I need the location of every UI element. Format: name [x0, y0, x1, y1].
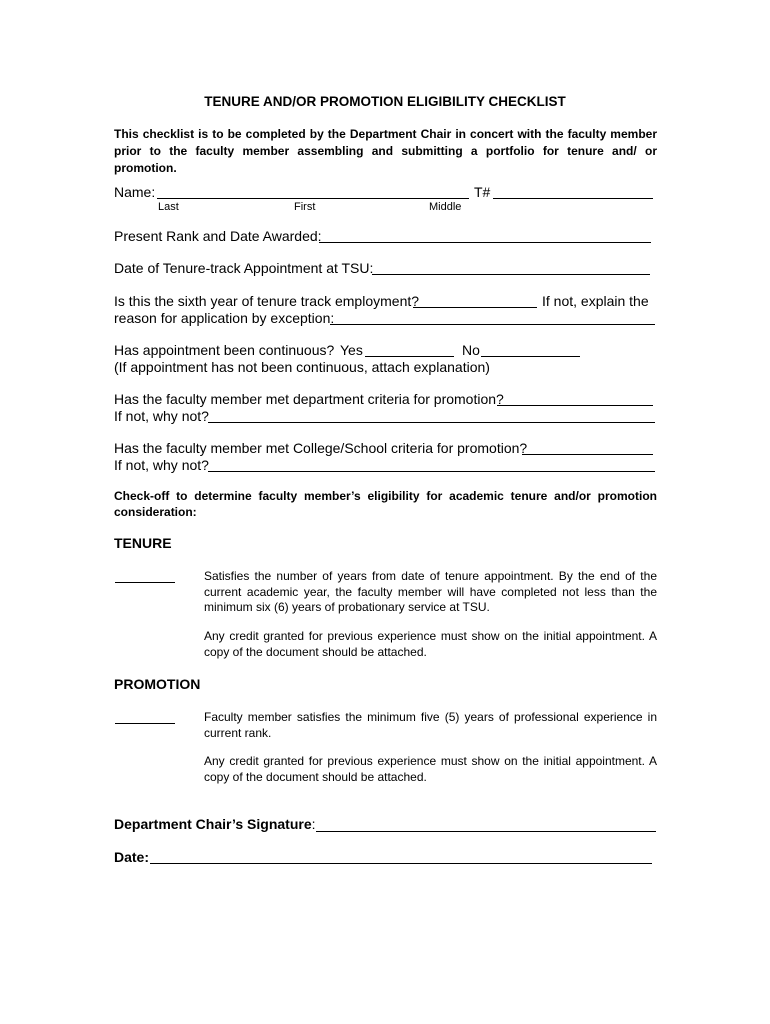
t-number-field[interactable] [493, 198, 653, 199]
sixth-year-label: Is this the sixth year of tenure track employment? [114, 293, 420, 309]
tenure-credit-note: Any credit granted for previous experience must show on the initial appointment. A copy of the document should be attached. [204, 629, 657, 659]
rank-field[interactable] [319, 242, 651, 243]
signature-label: Department Chair’s Signature [114, 816, 312, 832]
appointment-field[interactable] [372, 274, 650, 275]
dept-criteria-label: Has the faculty member met department criteria for promotion? [114, 391, 504, 407]
yes-label: Yes [340, 342, 363, 358]
page-title: TENURE AND/OR PROMOTION ELIGIBILITY CHECKLIST [204, 94, 566, 109]
exception-field[interactable] [330, 324, 655, 325]
t-number-label: T# [474, 184, 491, 200]
signature-colon: : [311, 816, 316, 832]
promotion-checkoff-field[interactable] [115, 723, 175, 724]
college-criteria-field[interactable] [522, 454, 653, 455]
sixth-year-field[interactable] [413, 307, 537, 308]
college-why-label: If not, why not? [114, 457, 209, 473]
tenure-checkoff-field[interactable] [115, 582, 175, 583]
continuous-note: (If appointment has not been continuous, attach explanation) [114, 359, 490, 375]
no-field[interactable] [481, 356, 580, 357]
dept-why-field[interactable] [208, 422, 655, 423]
no-label: No [462, 342, 480, 358]
tenure-criteria-text: Satisfies the number of years from date of tenure appointment. By the end of the current academic year, the faculty member will have completed not less than the minimum six (6) years of probationary service at TSU. [204, 569, 657, 614]
college-criteria-label: Has the faculty member met College/School criteria for promotion? [114, 440, 528, 456]
college-why-field[interactable] [208, 471, 655, 472]
sixth-year-explain: If not, explain the [542, 293, 649, 309]
name-sublabel-middle: Middle [429, 201, 462, 213]
promotion-credit-note: Any credit granted for previous experience must show on the initial appointment. A copy of the document should be attached. [204, 754, 657, 784]
name-field[interactable] [157, 198, 469, 199]
name-sublabel-first: First [294, 201, 316, 213]
appointment-label: Date of Tenure-track Appointment at TSU: [114, 260, 374, 276]
promotion-criteria-text: Faculty member satisfies the minimum five (5) years of professional experience in current rank. [204, 710, 657, 740]
promotion-heading: PROMOTION [114, 676, 201, 692]
dept-why-label: If not, why not? [114, 408, 209, 424]
continuous-label: Has appointment been continuous? [114, 342, 335, 358]
name-sublabel-last: Last [158, 201, 179, 213]
signature-label-row [114, 816, 316, 832]
rank-label: Present Rank and Date Awarded: [114, 228, 322, 244]
checkoff-text: Check-off to determine faculty member’s eligibility for academic tenure and/or promotion consideration: [114, 489, 657, 519]
yes-field[interactable] [365, 356, 454, 357]
tenure-heading: TENURE [114, 535, 172, 551]
signature-field[interactable] [316, 831, 656, 832]
dept-criteria-field[interactable] [497, 405, 653, 406]
exception-label: reason for application by exception: [114, 310, 335, 326]
name-label: Name: [114, 184, 156, 200]
date-label: Date: [114, 849, 150, 865]
date-field[interactable] [150, 863, 652, 864]
intro-text: This checklist is to be completed by the Department Chair in concert with the faculty member prior to the faculty member assembling and submitting a portfolio for tenure and/ or promotion. [114, 127, 657, 175]
